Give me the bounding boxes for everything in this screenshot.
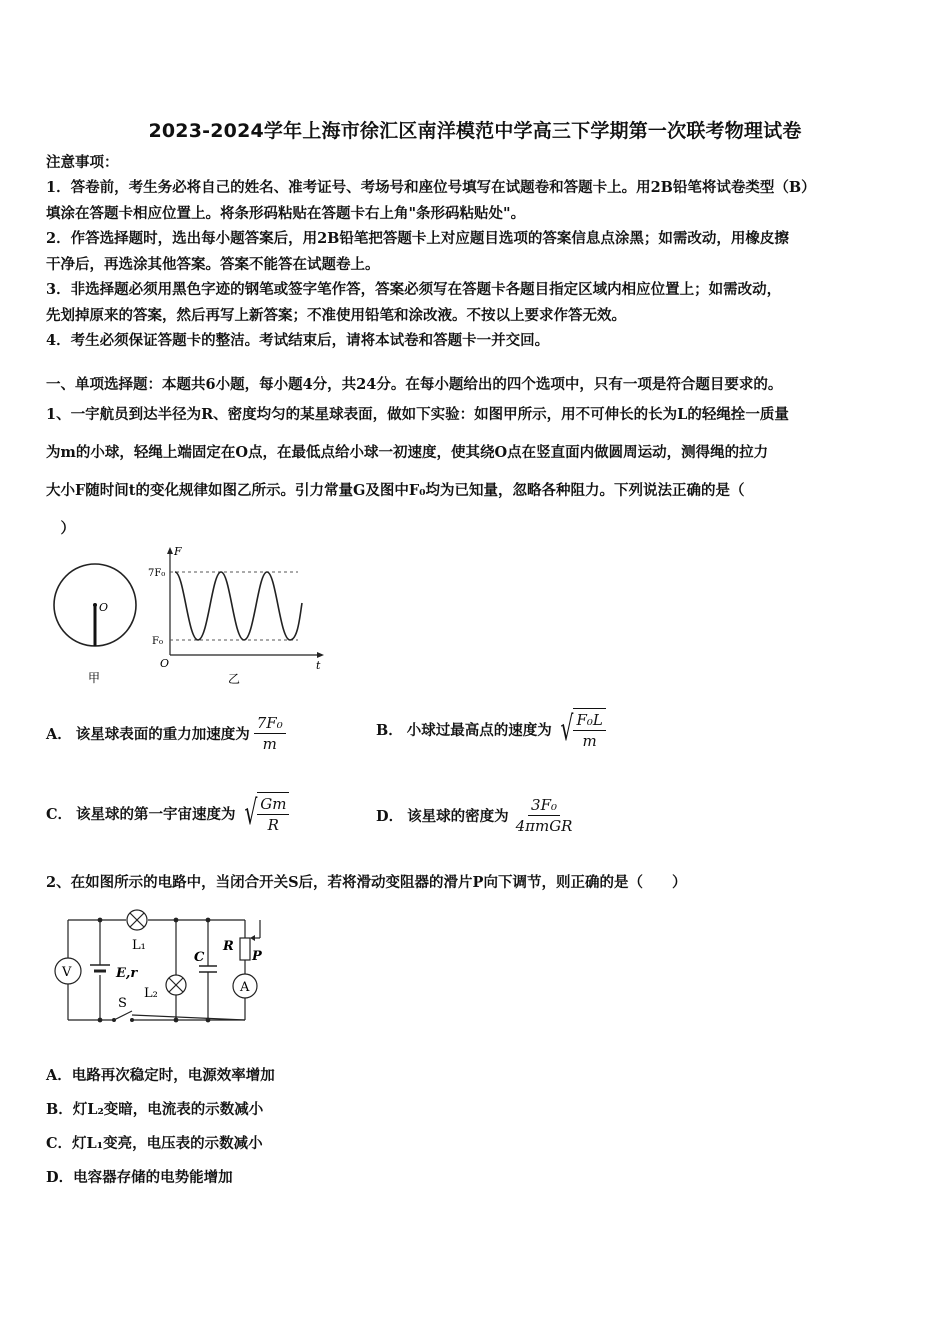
option-c[interactable]: C．灯L₁变亮，电压表的示数减小 — [46, 1135, 263, 1152]
question-line: 为m的小球，轻绳上端固定在O点，在最低点给小球一初速度，使其绕O点在竖直面内做圆周运动，测得绳的拉力 — [46, 444, 769, 461]
figure-caption: 甲 — [88, 671, 101, 685]
option-c[interactable] — [46, 792, 289, 834]
y-axis-arrow — [167, 547, 173, 554]
slider-label: P — [252, 949, 262, 964]
option-text: 该星球的第一宇宙速度为 — [76, 805, 236, 823]
capacitor-icon — [199, 966, 217, 972]
figure-jia — [48, 558, 148, 688]
option-a[interactable] — [46, 714, 286, 753]
capacitor-label: C — [194, 950, 205, 965]
battery-icon — [90, 965, 110, 971]
denominator: m — [262, 735, 277, 753]
pivot-label: O — [99, 601, 109, 614]
question-line: 大小F随时间t的变化规律如图乙所示。引力常量G及图中F₀均为已知量，忽略各种阻力。下列说法正确的是（ — [46, 482, 745, 499]
notice-line: 干净后，再选涂其他答案。答案不能答在试题卷上。 — [46, 255, 380, 273]
force-curve — [175, 572, 302, 640]
denominator: 4πmGR — [515, 817, 573, 835]
denominator: R — [267, 816, 279, 834]
notice-line: 先划掉原来的答案，然后再写上新答案；不准使用铅笔和涂改液。不按以上要求作答无效。 — [46, 306, 626, 324]
numerator: Gm — [257, 795, 289, 815]
option-d[interactable] — [376, 796, 575, 835]
option-text: 该星球表面的重力加速度为 — [75, 726, 250, 743]
figure-caption: 乙 — [228, 672, 241, 686]
switch-label: S — [118, 996, 127, 1011]
option-b[interactable]: B．灯L₂变暗，电流表的示数减小 — [46, 1101, 264, 1118]
question-2-stem: 2、在如图所示的电路中，当闭合开关S后，若将滑动变阻器的滑片P向下调节，则正确的是（ ） — [46, 874, 687, 891]
option-text: 该星球的密度为 — [407, 808, 509, 825]
question-line: ） — [46, 520, 75, 537]
denominator: m — [582, 732, 597, 750]
notice-heading: 注意事项： — [46, 154, 119, 171]
upper-level-label: 7F₀ — [148, 568, 166, 579]
notice-line: 填涂在答题卡相应位置上。将条形码粘贴在答题卡右上角"条形码粘贴处"。 — [46, 204, 526, 222]
resistor-icon — [240, 938, 250, 960]
radical-sign: √ — [243, 793, 257, 833]
fraction — [257, 792, 289, 834]
numerator: F₀L — [573, 711, 605, 731]
option-label: D． — [376, 808, 404, 825]
notice-line: 4．考生必须保证答题卡的整洁。考试结束后，请将本试卷和答题卡一并交回。 — [46, 332, 550, 349]
option-d[interactable]: D．电容器存储的电势能增加 — [46, 1169, 233, 1186]
option-label: A． — [46, 726, 72, 743]
battery-label: E,r — [116, 966, 138, 981]
notice-list — [46, 175, 906, 354]
origin-label: O — [160, 657, 170, 670]
fraction — [573, 708, 605, 750]
lamp-l2-label: L₂ — [144, 986, 158, 1001]
notice-line: 1．答卷前，考生务必将自己的姓名、准考证号、考场号和座位号填写在试题卷和答题卡上。用2B铅笔将试卷类型（B） — [46, 179, 816, 196]
option-label: C． — [46, 805, 73, 823]
notice-line: 3．非选择题必须用黑色字迹的钢笔或签字笔作答，答案必须写在答题卡各题目指定区域内相应位置上；如需改动， — [46, 281, 782, 298]
square-root — [556, 708, 606, 750]
option-label: B． — [376, 721, 403, 739]
switch — [114, 1011, 132, 1020]
lamp-l2-icon — [166, 975, 186, 995]
pivot-point — [93, 603, 97, 607]
radical-sign: √ — [560, 709, 574, 749]
option-a[interactable]: A．电路再次稳定时，电源效率增加 — [46, 1067, 275, 1084]
x-axis-arrow — [317, 652, 324, 658]
x-axis-label: t — [316, 659, 321, 672]
lower-level-label: F₀ — [152, 636, 163, 647]
option-text: 小球过最高点的速度为 — [406, 721, 552, 739]
numerator: 3F₀ — [528, 796, 560, 816]
circuit-diagram — [48, 905, 278, 1030]
fraction — [254, 714, 286, 753]
square-root — [240, 792, 290, 834]
voltmeter-label: V — [62, 965, 72, 980]
resistor-label: R — [223, 939, 234, 954]
numerator: 7F₀ — [254, 714, 286, 734]
question-1-stem — [46, 396, 906, 548]
notice-line: 2．作答选择题时，选出每小题答案后，用2B铅笔把答题卡上对应题目选项的答案信息点涂黑；如需改动，用橡皮擦 — [46, 230, 789, 247]
page-title: 2023-2024学年上海市徐汇区南洋模范中学高三下学期第一次联考物理试卷 — [148, 120, 802, 142]
lamp-l1-label: L₁ — [132, 938, 146, 953]
slider-arrow-icon — [250, 935, 255, 941]
lamp-l1-icon — [127, 910, 147, 930]
option-b[interactable] — [376, 708, 606, 750]
y-axis-label: F — [174, 545, 182, 558]
fraction — [513, 796, 576, 835]
section-heading: 一、单项选择题：本题共6小题，每小题4分，共24分。在每小题给出的四个选项中，只有一项是符合题目要求的。 — [46, 376, 783, 393]
figure-yi — [148, 545, 328, 690]
ammeter-label: A — [240, 980, 250, 995]
question-line: 1、一宇航员到达半径为R、密度均匀的某星球表面，做如下实验：如图甲所示，用不可伸长的长为L的轻绳拴一质量 — [46, 406, 789, 423]
